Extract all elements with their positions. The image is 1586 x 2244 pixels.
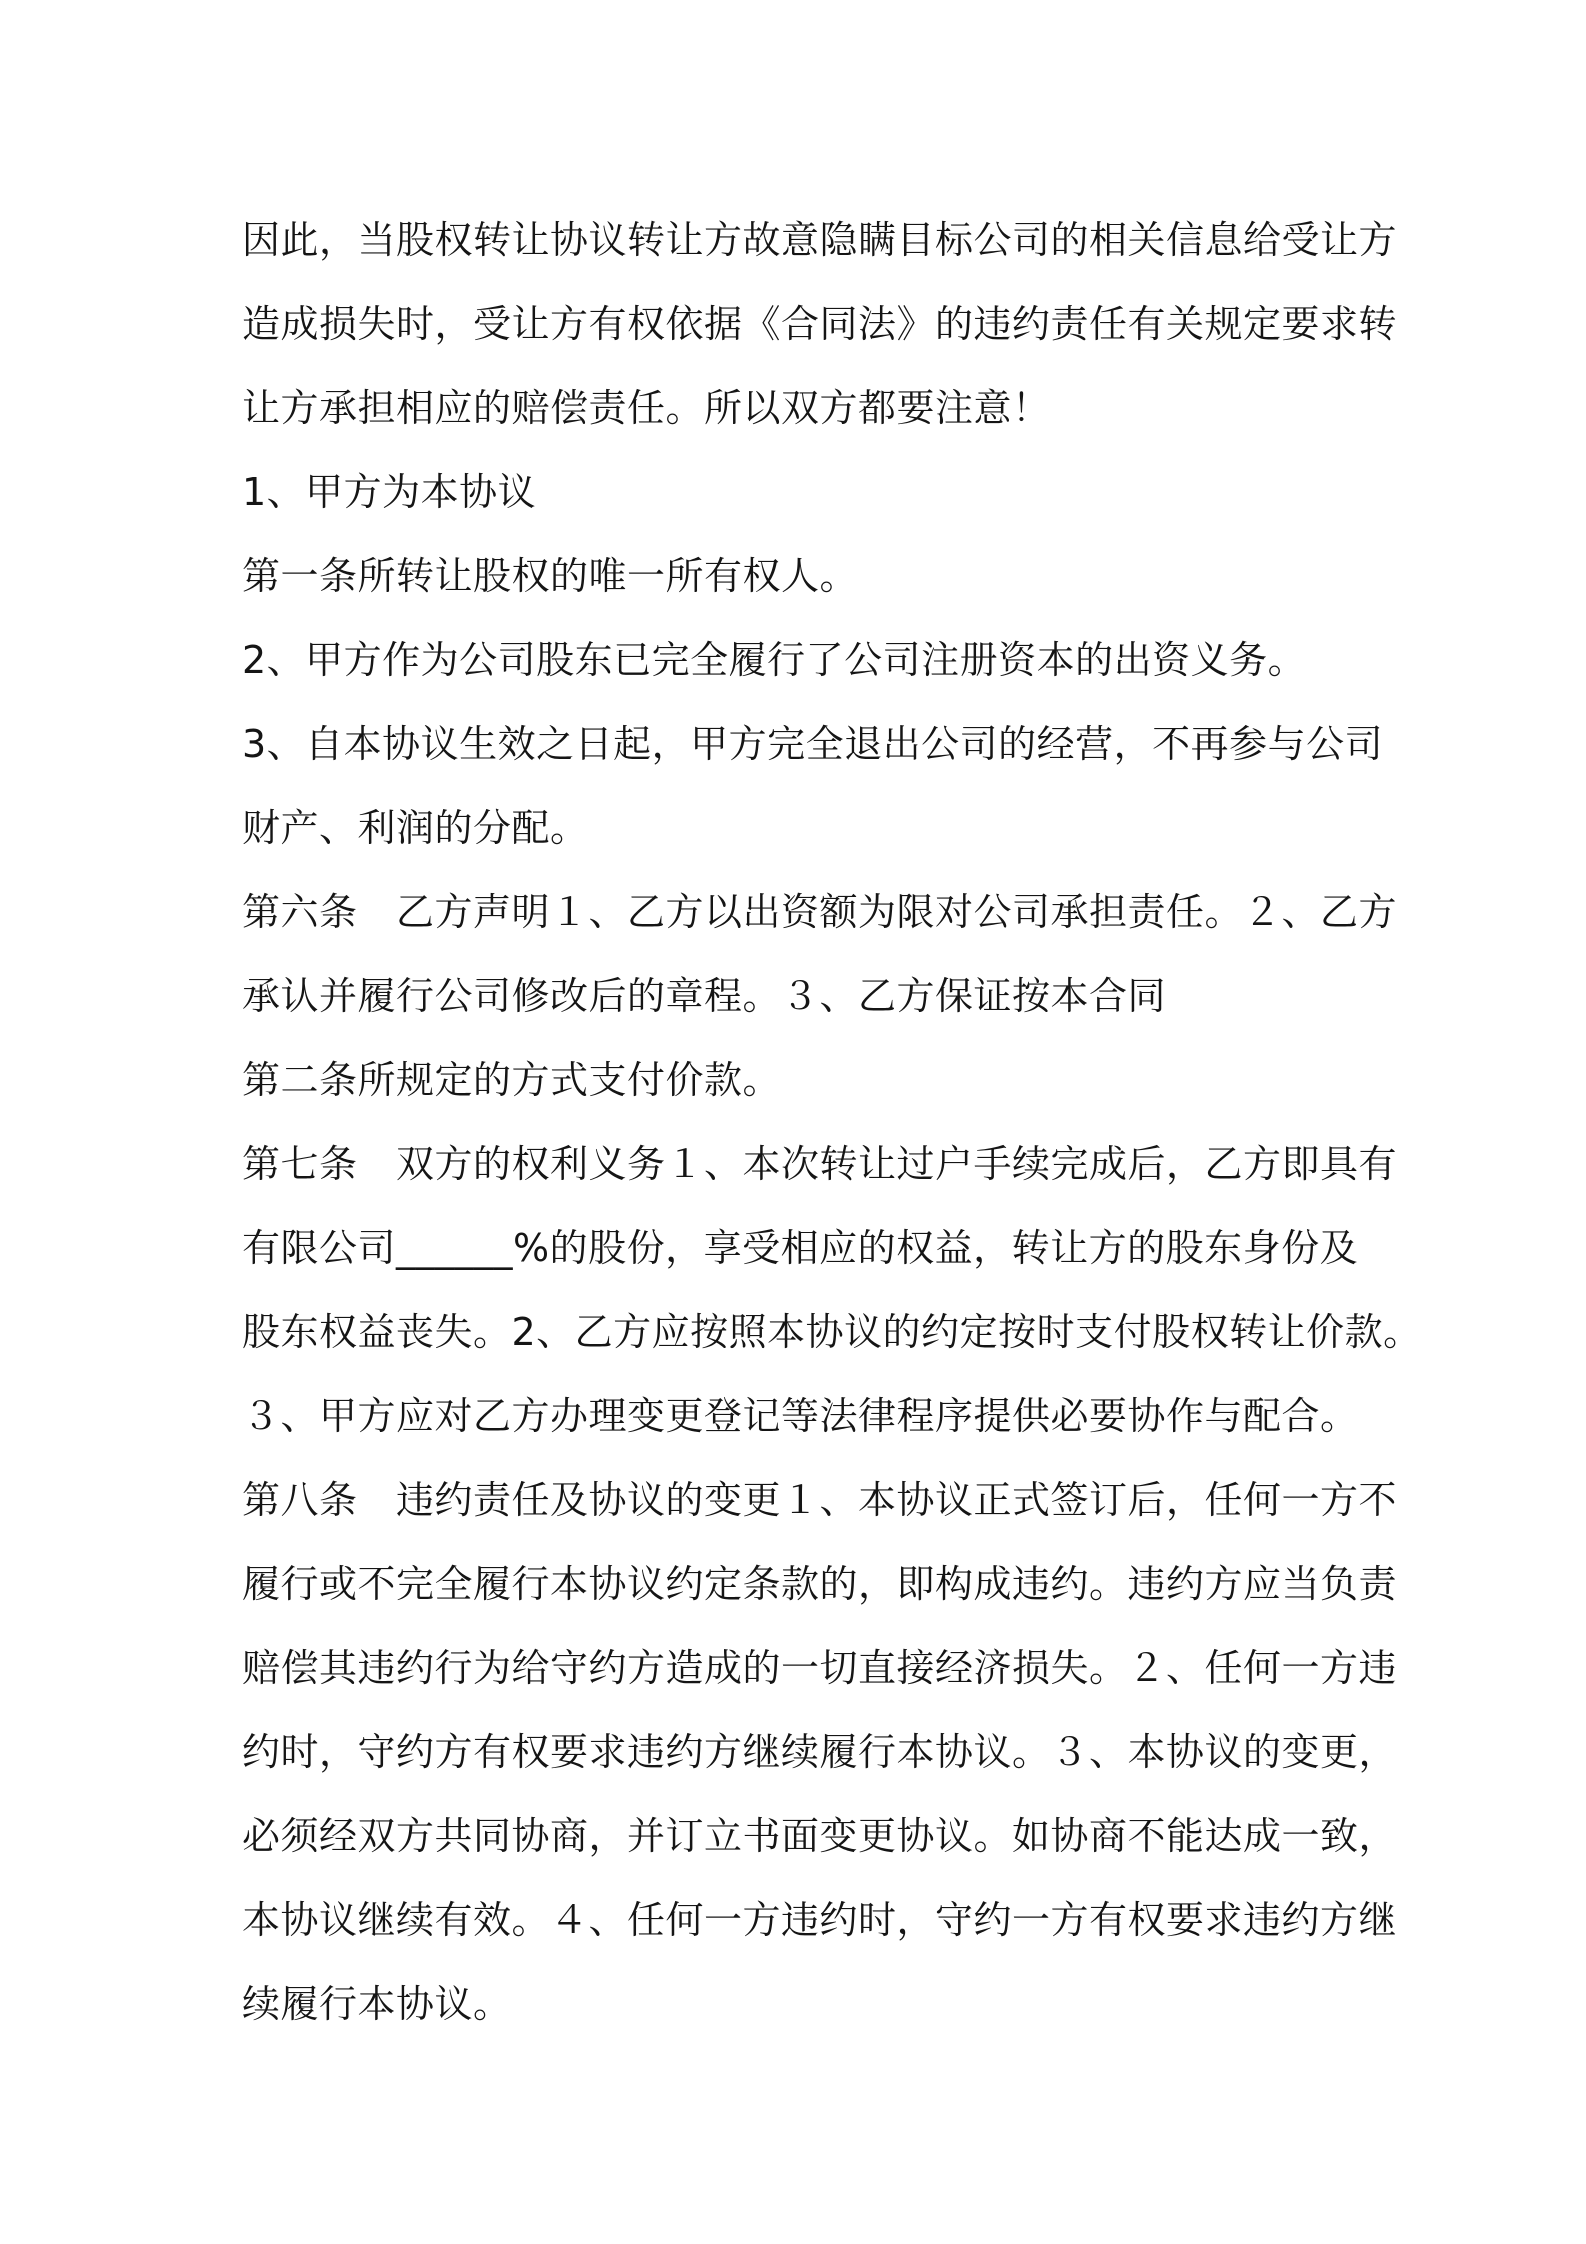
text-line: 3、自本协议生效之日起，甲方完全退出公司的经营，不再参与公司 <box>242 722 1384 766</box>
text-line: 第六条 乙方声明１、乙方以出资额为限对公司承担责任。２、乙方 <box>242 890 1398 934</box>
text-line: 2、甲方作为公司股东已完全履行了公司注册资本的出资义务。 <box>242 638 1307 682</box>
text-line: 承认并履行公司修改后的章程。３、乙方保证按本合同 <box>242 974 1167 1018</box>
document-body <box>242 198 1422 2046</box>
text-line: 因此，当股权转让协议转让方故意隐瞒目标公司的相关信息给受让方 <box>242 218 1398 262</box>
text-line: 第八条 违约责任及协议的变更１、本协议正式签订后，任何一方不 <box>242 1478 1398 1522</box>
text-line: 第二条所规定的方式支付价款。 <box>242 1058 782 1102</box>
text-line: 约时，守约方有权要求违约方继续履行本协议。３、本协议的变更， <box>242 1730 1398 1774</box>
text-line: 第一条所转让股权的唯一所有权人。 <box>242 554 859 598</box>
text-line: 1、甲方为本协议 <box>242 470 537 514</box>
text-line: 履行或不完全履行本协议约定条款的，即构成违约。违约方应当负责 <box>242 1562 1398 1606</box>
text-line: 赔偿其违约行为给守约方造成的一切直接经济损失。２、任何一方违 <box>242 1646 1398 1690</box>
text-line: 造成损失时，受让方有权依据《合同法》的违约责任有关规定要求转 <box>242 302 1398 346</box>
text-line: 有限公司______%的股份，享受相应的权益，转让方的股东身份及 <box>242 1226 1359 1270</box>
text-line: 本协议继续有效。４、任何一方违约时，守约一方有权要求违约方继 <box>242 1898 1398 1942</box>
text-line: 股东权益丧失。2、乙方应按照本协议的约定按时支付股权转让价款。 <box>242 1310 1422 1354</box>
text-line: ３、甲方应对乙方办理变更登记等法律程序提供必要协作与配合。 <box>242 1394 1359 1438</box>
text-line: 让方承担相应的赔偿责任。所以双方都要注意！ <box>242 386 1051 430</box>
text-line: 续履行本协议。 <box>242 1982 512 2026</box>
text-line: 第七条 双方的权利义务１、本次转让过户手续完成后，乙方即具有 <box>242 1142 1398 1186</box>
text-line: 必须经双方共同协商，并订立书面变更协议。如协商不能达成一致， <box>242 1814 1398 1858</box>
text-line: 财产、利润的分配。 <box>242 806 589 850</box>
